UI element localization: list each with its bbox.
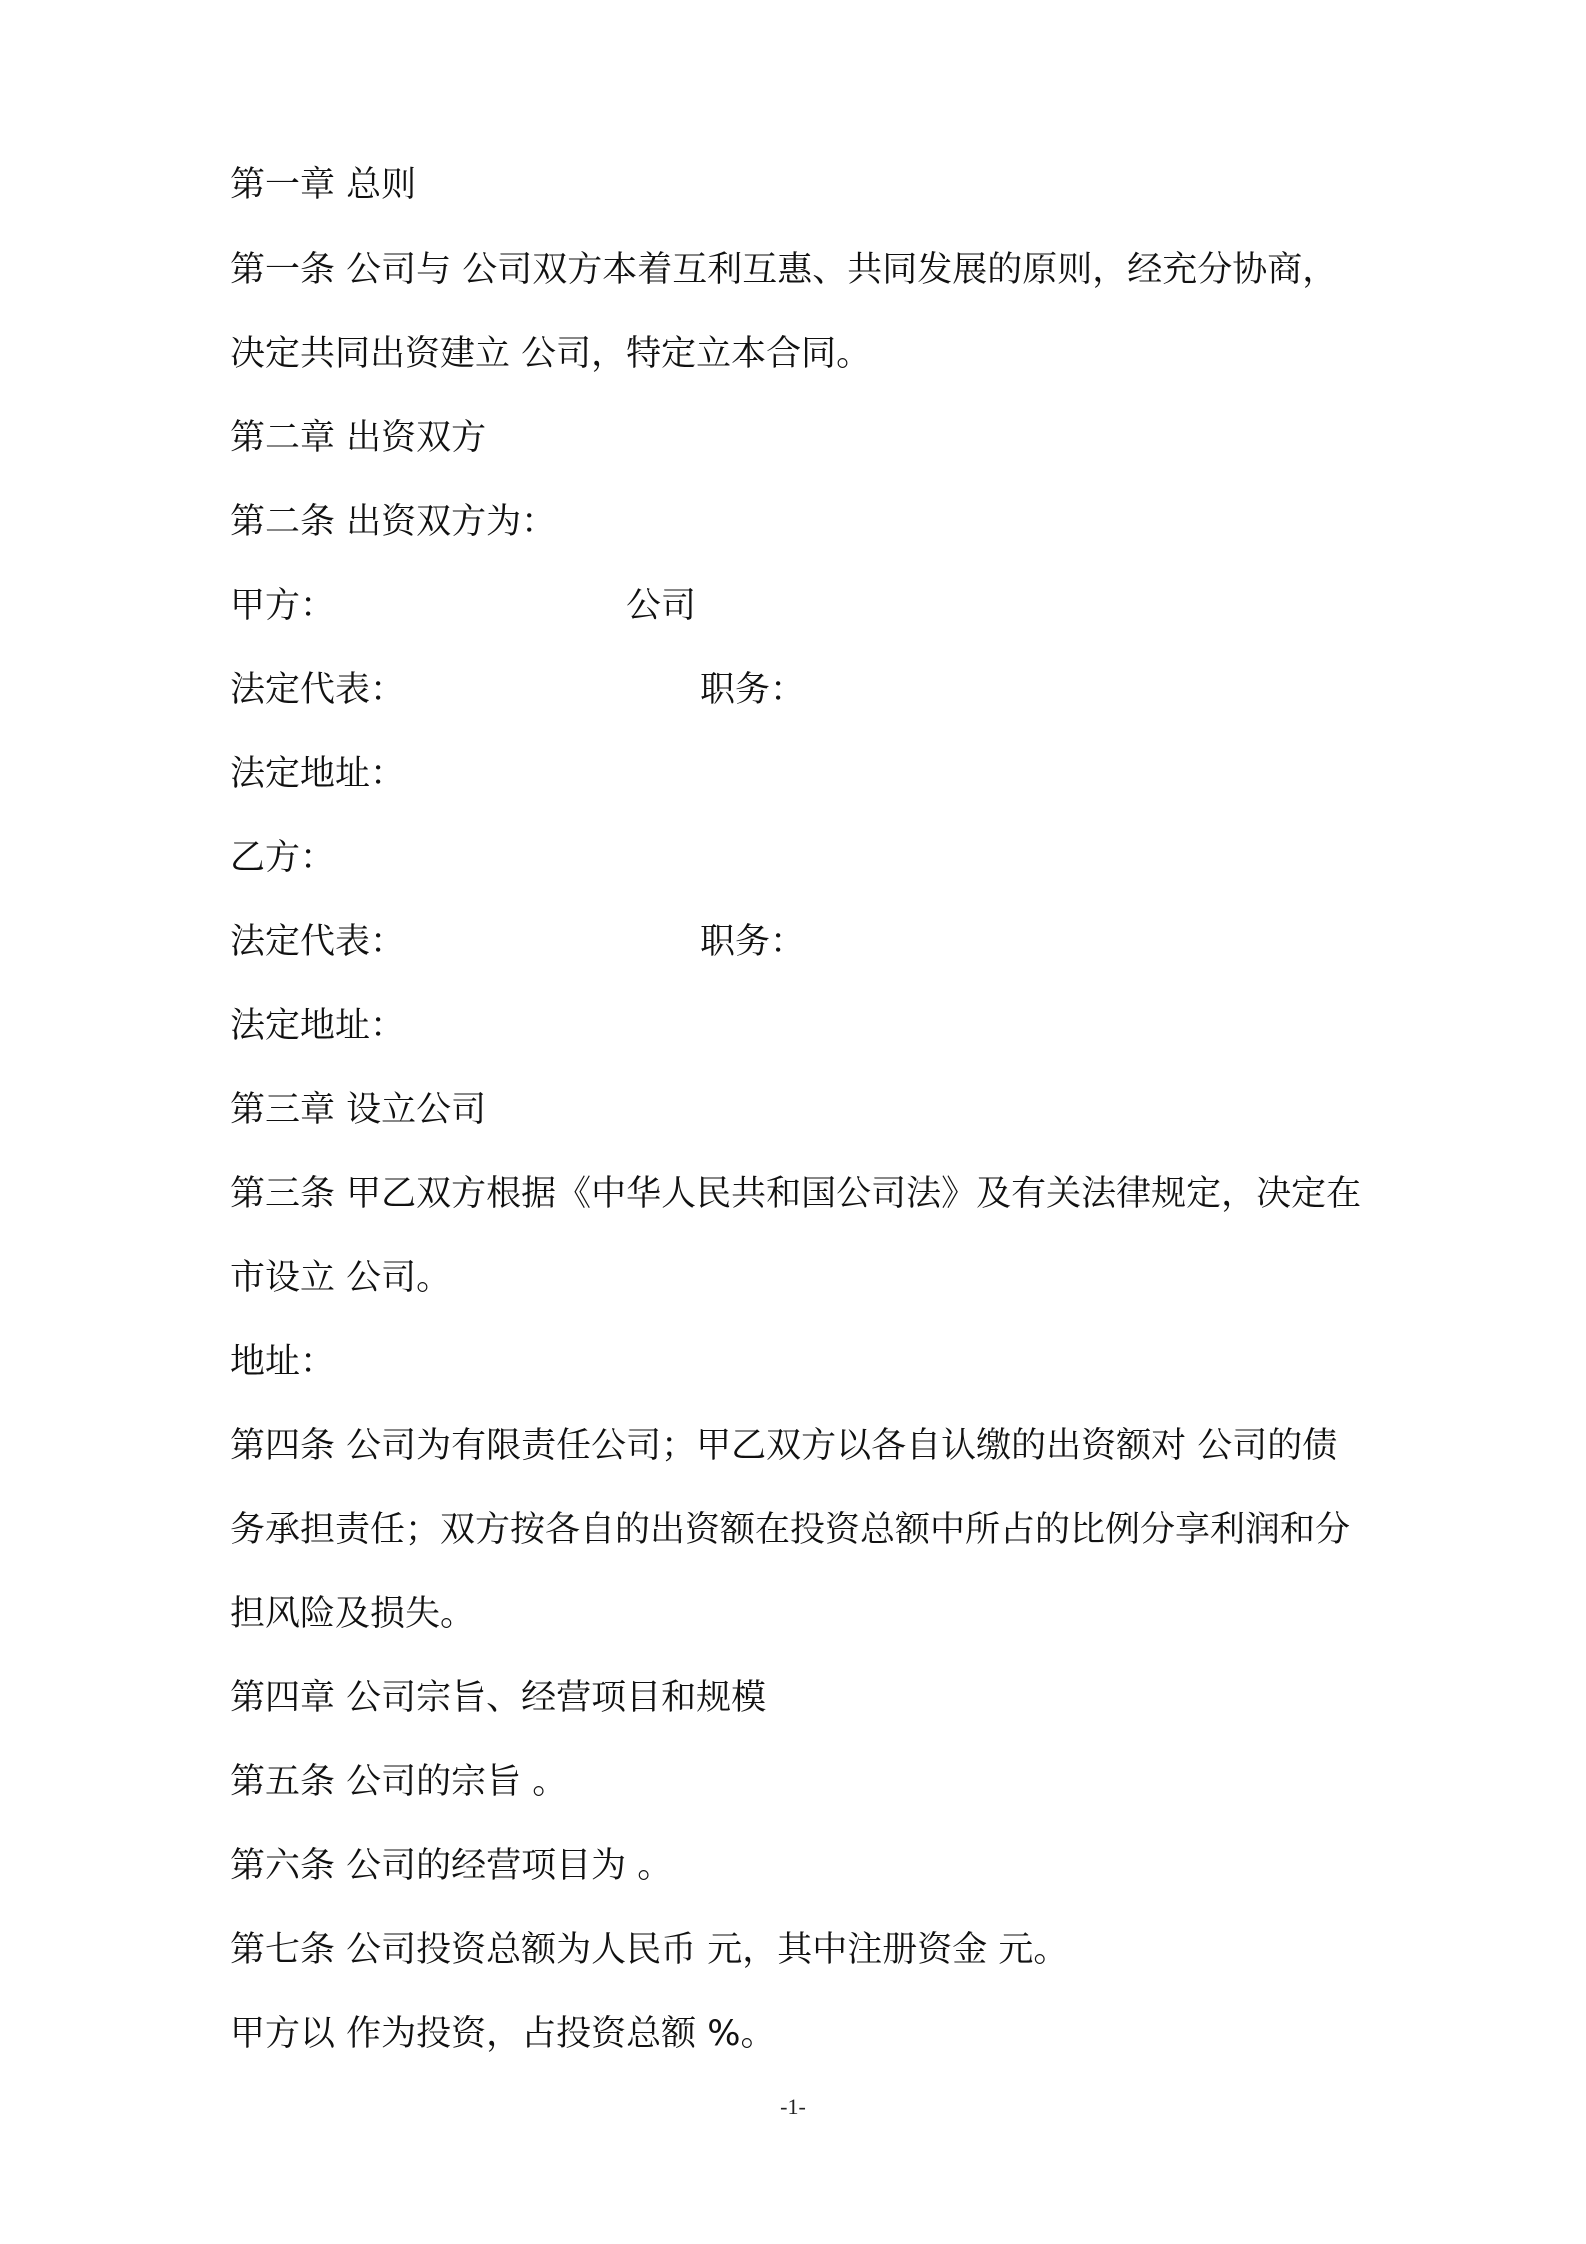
party-a-company-suffix: 公司	[626, 586, 697, 626]
address-label: 地址：	[230, 1342, 336, 1382]
article-4-text-cont-1: 务承担责任；双方按各自的出资额在投资总额中所占的比例分享利润和分	[230, 1510, 1351, 1550]
party-a-address-label: 法定地址：	[230, 754, 406, 794]
article-4-text-cont-2: 担风险及损失。	[230, 1594, 476, 1634]
article-1-text-cont: 决定共同出资建立 公司，特定立本合同。	[230, 334, 872, 374]
page-number: -1-	[780, 2094, 806, 2119]
party-b-position-label: 职务：	[700, 922, 806, 962]
party-b-address-label: 法定地址：	[230, 1006, 406, 1046]
article-3-text: 第三条 甲乙双方根据《中华人民共和国公司法》及有关法律规定，决定在	[230, 1174, 1362, 1214]
article-4-text: 第四条 公司为有限责任公司；甲乙双方以各自认缴的出资额对 公司的债	[230, 1426, 1338, 1466]
party-a-investment-text: 甲方以 作为投资，占投资总额 %。	[230, 2014, 776, 2054]
article-5-text: 第五条 公司的宗旨 。	[230, 1762, 568, 1802]
chapter-4-heading: 第四章 公司宗旨、经营项目和规模	[230, 1678, 767, 1718]
article-1-text: 第一条 公司与 公司双方本着互利互惠、共同发展的原则，经充分协商，	[230, 250, 1338, 290]
party-a-label: 甲方：	[230, 586, 336, 626]
party-a-legal-rep-label: 法定代表：	[230, 670, 406, 710]
article-3-text-cont: 市设立 公司。	[230, 1258, 452, 1298]
chapter-3-heading: 第三章 设立公司	[230, 1090, 487, 1130]
article-2-text: 第二条 出资双方为：	[230, 502, 557, 542]
chapter-1-heading: 第一章 总则	[230, 165, 417, 205]
party-b-legal-rep-label: 法定代表：	[230, 922, 406, 962]
chapter-2-heading: 第二章 出资双方	[230, 418, 487, 458]
article-6-text: 第六条 公司的经营项目为 。	[230, 1846, 673, 1886]
party-b-label: 乙方：	[230, 838, 336, 878]
party-a-position-label: 职务：	[700, 670, 806, 710]
article-7-text: 第七条 公司投资总额为人民币 元，其中注册资金 元。	[230, 1930, 1069, 1970]
